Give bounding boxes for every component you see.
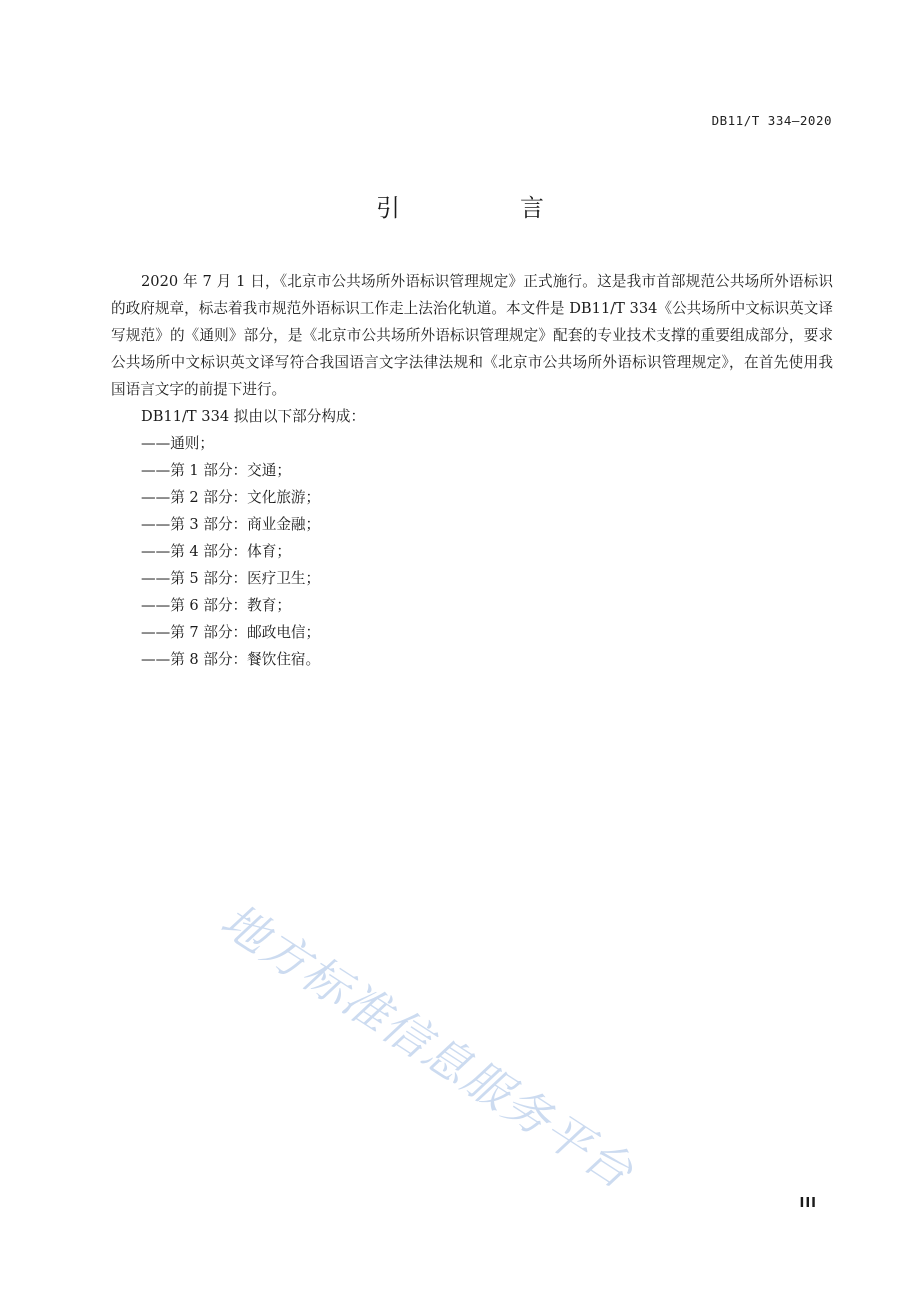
intro-paragraph: 2020 年 7 月 1 日，《北京市公共场所外语标识管理规定》正式施行。这是我市首部规范公共场所外语标识的政府规章，标志着我市规范外语标识工作走上法治化轨道。本文件是 DB11/T 334《公共场所中文标识英文译写规范》的《通则》部分，是《北京市公共场所外语标识管理规定》配套的专业技术支撑的重要组成部分，要求公共场所中文标识英文译写符合我国语言文字法律法规和《北京市公共场所外语标识管理规定》，在首先使用我国语言文字的前提下进行。 [111,273,833,398]
watermark: 地方标准信息服务平台 [211,892,644,1200]
parts-intro-paragraph: DB11/T 334 拟由以下部分构成： [141,408,366,425]
list-item: ——通则； [141,435,214,452]
list-item: ——第 2 部分：文化旅游； [141,489,321,506]
list-item: ——第 3 部分：商业金融； [141,516,321,533]
list-item: ——第 8 部分：餐饮住宿。 [141,651,321,668]
list-item: ——第 1 部分：交通； [141,462,291,479]
list-item: ——第 6 部分：教育； [141,597,291,614]
parts-list [111,430,833,673]
page-number: III [799,1196,817,1211]
introduction-body [111,268,833,673]
list-item: ——第 7 部分：邮政电信； [141,624,321,641]
page-title: 引 言 [376,194,592,222]
document-code: DB11/T 334—2020 [711,113,832,128]
list-item: ——第 4 部分：体育； [141,543,291,560]
list-item: ——第 5 部分：医疗卫生； [141,570,321,587]
